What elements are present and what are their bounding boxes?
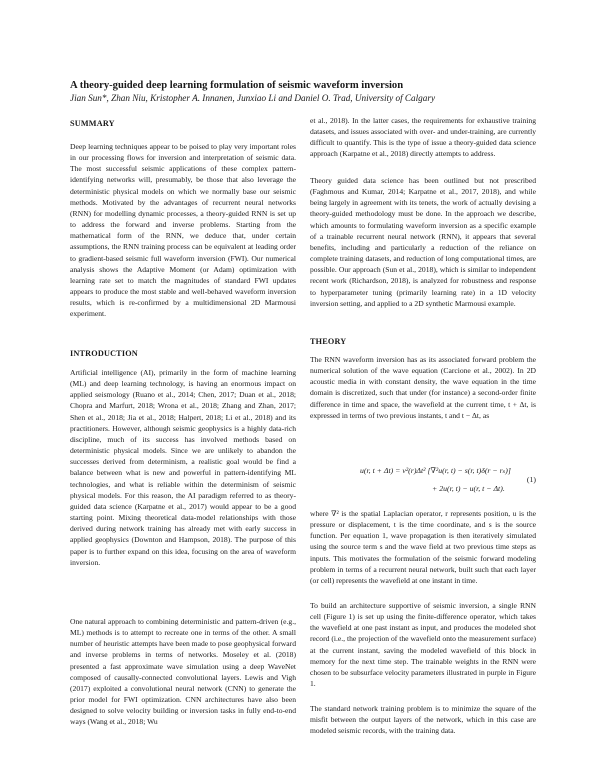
paper-title: A theory-guided deep learning formulation of seismic waveform inversion <box>70 80 404 91</box>
summary-heading: SUMMARY <box>70 119 115 128</box>
introduction-heading: INTRODUCTION <box>70 349 138 358</box>
introduction-paragraph-1: Artificial intelligence (AI), primarily in the form of machine learning (ML) and deep learning technology, is having an enormous impact on applied seismology (Ruano et al., 2014; Chen, 2017; Duan et al., 2018; Chopra and Marfurt, 2018; Wrona et al., 2018; Zhang and Zhan, 2017; Shen et al., 2018; Jia et al., 2018; Halpert, 2018; Li et al., 2018) and its practitioners. However, although seismic geophysics is a highly data-rich discipline, much of its success has involved methods based on deterministic physical models. Since we are unlikely to abandon the successes derived from determinism, a realistic goal would be find a balance between what is new and powerful in pattern-identifying ML technologies, and what is reliable within the determinism of seismic physical models. For this reason, the AI paradigm referred to as theory-guided data science (Karpatne et al., 2017) would appear to be a good starting point. Mixing theoretical data-model relationships with those derived during network training has already met with early success in applied geophysics (Downton and Hampson, 2018). The purpose of this paper is to further expand on this idea, focusing on the area of waveform inversion. <box>70 368 296 567</box>
equation-number: (1) <box>526 475 536 484</box>
equation-line-1: u(r, t + Δt) = v²(r)Δt² [∇²u(r, t) − s(r, t)δ(r − rₛ)] <box>360 466 511 475</box>
summary-paragraph: Deep learning techniques appear to be poised to play very important roles in our processing flows for inversion and interpretation of seismic data. The most successful seismic applications of these complex pattern-identifying networks will, presumably, be those that also leverage the deterministic physical models on which we normally base our seismic methods. Motivated by the advantages of recurrent neural networks (RNN) for modelling dynamic processes, a theory-guided RNN is set up to address the forward and inverse problems. Starting from the mathematical form of the RNN, we deduce that, under certain assumptions, the RNN training process can be equivalent at leading order to gradient-based seismic full waveform inversion (FWI). Our numerical analysis shows the Adaptive Moment (or Adam) optimization with learning rate set to match the magnitudes of standard FWI updates appears to produce the most stable and well-behaved waveform inversion results, which is re-confirmed by a multidimensional 2D Marmousi experiment. <box>70 142 296 319</box>
introduction-paragraph-2: One natural approach to combining deterministic and pattern-driven (e.g., ML) methods is to attempt to recreate one in terms of the other. A small number of heuristic attempts have been made to pose geophysical forward and inverse problems in terms of networks. Moseley et al. (2018) presented a fast approximate wave simulation using a deep WaveNet composed of causally-connected convolutional layers. Lewis and Vigh (2017) exploited a convolutional neural network (CNN) to generate the prior model for FWI optimization. CNN architectures have also been designed to solve velocity building or inversion tasks in fully end-to-end ways (Wang et al., 2018; Wu <box>70 617 296 727</box>
theory-paragraph-3: To build an architecture supportive of seismic inversion, a single RNN cell (Figure 1) is set up using the finite-difference operator, which takes the wavefield at one past instant as input, and produces the modeled shot record (i.e., the projection of the wavefield onto the measurement surface) at the current instant, saving the modeled wavefield of this block in memory for the next time step. The trainable weights in the RNN were chosen to be subsurface velocity parameters illustrated in purple in Figure 1. <box>310 601 536 689</box>
equation-1 <box>310 462 536 502</box>
theory-paragraph-2: where ∇² is the spatial Laplacian operator, r represents position, u is the pressure or displacement, t is the time coordinate, and s is the source function. Per equation 1, wave propagation is then iteratively simulated using the source term s and the wave field at two previous time steps as inputs. This motivates the formulation of the seismic forward modeling problem in terms of a recurrent neural network, built such that each layer (or cell) represents the wavefield at one instant in time. <box>310 509 536 585</box>
theory-paragraph-4: The standard network training problem is to minimize the square of the misfit between the output layers of the network, which in this case are modeled seismic records, with the training data. <box>310 704 536 736</box>
theory-paragraph-1: The RNN waveform inversion has as its associated forward problem the numerical solution of the wave equation (Carcione et al., 2002). In 2D acoustic media in with constant density, the wave equation in the time domain is discretized, such that under (for instance) a second-order finite difference in time and space, the wavefield at the current time, t + Δt, is expressed in terms of two previous instants, t and t − Δt, as <box>310 355 536 420</box>
theory-guided-paragraph: Theory guided data science has been outlined but not prescribed (Faghmous and Kumar, 2014; Karpatne et al., 2017, 2018), and while being largely in agreement with its tenets, the work of actually devising a theory-guided methodology must be done. In the approach we describe, which amounts to formulating waveform inversion as a specific example of a trainable recurrent neural network (RNN), it appears that several benefits, including and particularly a reduction of the reliance on complete training datasets, and reduction of long computational times, are possible. Our approach (Sun et al., 2018), which is similar to independent recent work (Richardson, 2018), is analyzed for robustness and response to hyperparameter tuning (primarily learning rate) in a 1D velocity inversion setting, and applied to a 2D synthetic Marmousi example. <box>310 176 536 308</box>
equation-line-2: + 2u(r, t) − u(r, t − Δt). <box>432 484 505 493</box>
theory-heading: THEORY <box>310 337 347 346</box>
author-line: Jian Sun*, Zhan Niu, Kristopher A. Innanen, Junxiao Li and Daniel O. Trad, University of Calgary <box>70 93 436 103</box>
continued-paragraph: et al., 2018). In the latter cases, the requirements for exhaustive training datasets, and issues associated with over- and under-training, are currently difficult to quantify. This is the type of issue a theory-guided data science approach (Karpatne et al., 2018) directly attempts to address. <box>310 116 536 159</box>
